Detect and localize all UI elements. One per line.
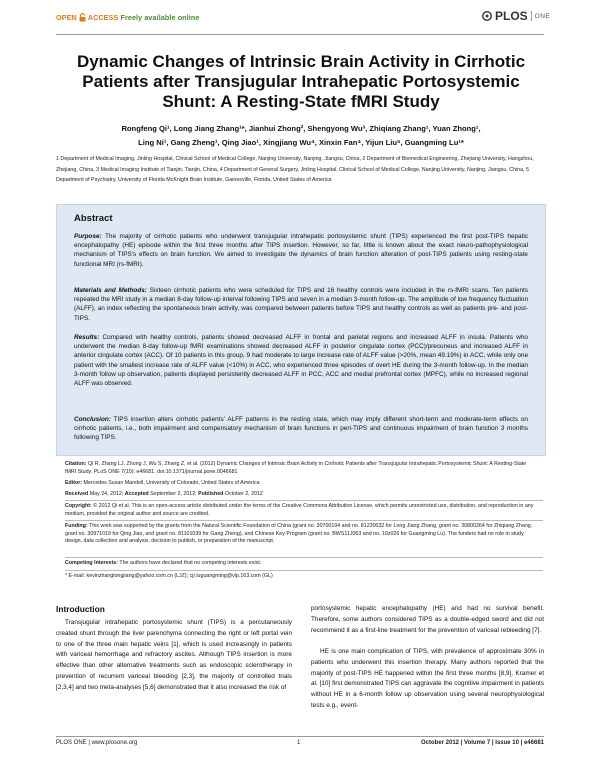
competing-label: Competing Interests: — [65, 560, 118, 566]
citation-text: Qi R, Zhang LJ, Zhong J, Wu S, Zhang Z, et al. (2012) Dynamic Changes of Intrinsic Brain Activity in Cirrhotic Patients after Transjugular Intrahepatic Portosystemic Shunt: A Resting-State fMRI Study. PLoS ONE 7(10): e46681. doi:10.1371/journal.pone.0046681 — [65, 461, 527, 475]
footer-page-number: 1 — [297, 740, 301, 746]
freely-available-label: Freely available online — [120, 13, 200, 22]
competing-interests — [65, 560, 535, 568]
accepted-date: September 2, 2012; — [148, 491, 199, 497]
purpose-label: Purpose: — [74, 233, 102, 240]
abstract-methods — [74, 286, 528, 323]
abstract-conclusion — [74, 415, 528, 443]
methods-label: Materials and Methods: — [74, 287, 147, 294]
citation — [65, 461, 535, 476]
author-line-1: Rongfeng Qi¹, Long Jiang Zhang¹*, Jianhui Zhong², Shengyong Wu³, Zhiqiang Zhang¹, Yuan Zhong¹, — [121, 124, 481, 133]
logo-plos-text: PLOS — [495, 9, 528, 23]
open-access-lock-icon — [79, 13, 86, 22]
conclusion-text: TIPS insertion alters cirrhotic patients' ALFF patterns in the resting state, which may imply different short-term and moderate-term effects on cirrhotic patients, i.e., both impairment and compensatory mechanism of brain functions in peri-TIPS and continuous impairment of brain function 3 months following TIPS. — [74, 416, 528, 442]
funding-label: Funding: — [65, 523, 88, 529]
dates — [65, 491, 535, 499]
received-date: May 24, 2012; — [88, 491, 125, 497]
citation-divider-3 — [65, 557, 543, 558]
citation-divider-2 — [65, 520, 543, 521]
footer-rule — [56, 736, 544, 737]
editor-text: Mercedes Susan Mandell, University of Colorado, United States of America — [82, 480, 260, 486]
abstract-purpose — [74, 232, 528, 269]
published-date: October 2, 2012 — [223, 491, 263, 497]
introduction-heading: Introduction — [56, 604, 105, 614]
intro-column-2b: HE is one main complication of TIPS, with prevalence of approximate 30% in patients who underwent this insertion therapy. Many authors reported that the majority of post-TIPS HE happened within the first three months [8,9]. Kramer et al. [10] first demonstrated TIPS can aggravate the cognitive impairment in patients without HE in a 6-month follow up observation using several neurophysiological tests e.g., event- — [311, 648, 544, 709]
logo-divider — [531, 11, 532, 21]
logo-one-text: ONE — [534, 12, 551, 20]
results-text: Compared with healthy controls, patients showed decreased ALFF in frontal and parietal regions and increased ALFF in insula. Patients who underwent the median 8-day follow-up fMRI examinations showed decreased ALFF in posterior cingulate cortex (PCC)/precuneus and increased ALFF in anterior cingulate cortex (ACC). Of 10 patients in this group, 9 had moderate to large increase rate of ALFF value (>20%, mean 49.19%) in ACC, while only one patient with the smallest increase rate of ALFF value (<10%) in ACC, who experienced three episodes of overt HE during the 3-month follow-up. In the median 3-month follow up observation, patients displayed persistently decreased ALFF in PCC, ACC and medial prefrontal cortex (MPFC), while no increased regional ALFF was observed. — [74, 334, 528, 388]
plos-one-logo — [482, 9, 550, 23]
accepted-label: Accepted — [124, 491, 149, 497]
open-label: OPEN — [56, 13, 77, 22]
open-access-banner — [56, 13, 199, 22]
editor — [65, 480, 535, 488]
plos-logo-icon — [482, 11, 492, 21]
abstract-heading: Abstract — [74, 213, 113, 224]
author-list — [56, 122, 546, 150]
author-line-2: Ling Ni¹, Gang Zheng¹, Qing Jiao¹, Xingjiang Wu⁴, Xinxin Fan⁴, Yijun Liu⁵, Guangming Lu¹* — [138, 138, 464, 147]
header-rule — [56, 34, 544, 35]
funding — [65, 523, 535, 546]
copyright-text: © 2012 Qi et al. This is an open-access article distributed under the terms of the Creative Commons Attribution License, which permits unrestricted use, distribution, and reproduction in any medium, provided the original author and source are credited. — [65, 503, 534, 517]
methods-text: Sixteen cirrhotic patients who were scheduled for TIPS and 16 healthy controls were included in the rs-fMRI scans. Ten patients repeated the MRI study in a median 8-day follow-up interval following TIPS and seven in a median 3-month follow-up. The amplitude of low frequency fluctuation (ALFF), an index reflecting the spontaneous brain activity, was compared between patients before TIPS and healthy controls as well as patients pre- and post- TIPS. — [74, 287, 528, 322]
email: * E-mail: kevinzhanglongjiang@yahoo.com.cn (LJZ); cjr.luguangming@vip.163.com (GL) — [65, 573, 273, 579]
citation-divider-1 — [65, 500, 543, 501]
article-title: Dynamic Changes of Intrinsic Brain Activity in Cirrhotic Patients after Transjugular Intrahepatic Portosystemic Shunt: A Resting-State fMRI Study — [76, 52, 526, 111]
conclusion-label: Conclusion: — [74, 416, 111, 423]
copyright-label: Copyright: — [65, 503, 92, 509]
footer-issue: October 2012 | Volume 7 | Issue 10 | e46681 — [421, 740, 544, 746]
funding-text: This work was supported by the grants from the Natural Scientific Foundation of China (grant no. 30700194 and no. 81230032 for Long Jiang Zhang, grant no. 30800264 for Zhiqiang Zhang, grant no. 30971019 for Qing Jiao, and grant no. 81101039 for Gang Zheng), and Chinese Key Program (grant no. BWS11J063 and no. 10z026 for Guangming Lu). The funders had no role in study design, data collection and analysis, decision to publish, or preparation of the manuscript. — [65, 523, 533, 545]
purpose-text: The majority of cirrhotic patients who underwent transjugular intrahepatic portosystemic shunt (TIPS) experienced the first post-TIPS hepatic encephalopathy (HE) episode within the first three months after TIPS insertion. However, so far, little is known about the exact neuro-pathophysiological mechanism of TIPS's effects on brain function. We aimed to investigate the dynamics of brain function alteration of post-TIPS patients using resting-state functional MRI (rs-fMRI). — [74, 233, 528, 268]
citation-divider-4 — [65, 570, 543, 571]
intro-column-2a: portosystemic hepatic encephalopathy (HE) and had no survival benefit. Therefore, some authors considered TIPS as a double-edged sword and did not recommend it as a first-line treatment for the prevention of variceal rebleeding [7]. — [311, 605, 544, 634]
affiliations: 1 Department of Medical Imaging, Jinling Hospital, Clinical School of Medical College, Nanjing University, Nanjing, Jiangsu, China, 2 Department of Biomedical Engineering, Zhejiang University, Hangzhou, Zhejiang, China, 3 Medical Imaging Institute of Tianjin, Tianjin, China, 4 Department of General Surgery, Jinling Hospital, Clinical School of Medical College, Nanjing University, Nanjing, Jiangsu, China, 5 Department of Psychiatry, University of Florida McKnight Brain Institute, Gainesville, Florida, United States of America — [56, 156, 534, 183]
intro-column-1: Transjugular intrahepatic portosystemic shunt (TIPS) is a percutaneously created shunt through the liver parenchyma connecting the right or left portal vein to one of the three main hepatic veins [1], which is used increasingly in patients with variceal hemorrhage and refractory ascites. Although TIPS insertion is more effective than other alternative treatments such as endoscopic sclerotherapy in prevention of recurrent variceal bleeding [2,3], the majority of controlled trials [2,3,4] and two meta-analyses [5,6] demonstrated that it also increased the risk of — [56, 619, 292, 691]
access-label: ACCESS — [87, 13, 119, 22]
competing-text: The authors have declared that no competing interests exist. — [117, 560, 262, 566]
editor-label: Editor: — [65, 480, 83, 486]
published-label: Published — [198, 491, 224, 497]
received-label: Received — [65, 491, 89, 497]
copyright — [65, 503, 535, 518]
citation-label: Citation: — [65, 461, 87, 467]
footer-journal: PLOS ONE | www.plosone.org — [56, 740, 138, 746]
results-label: Results: — [74, 334, 100, 341]
abstract-results — [74, 333, 528, 388]
